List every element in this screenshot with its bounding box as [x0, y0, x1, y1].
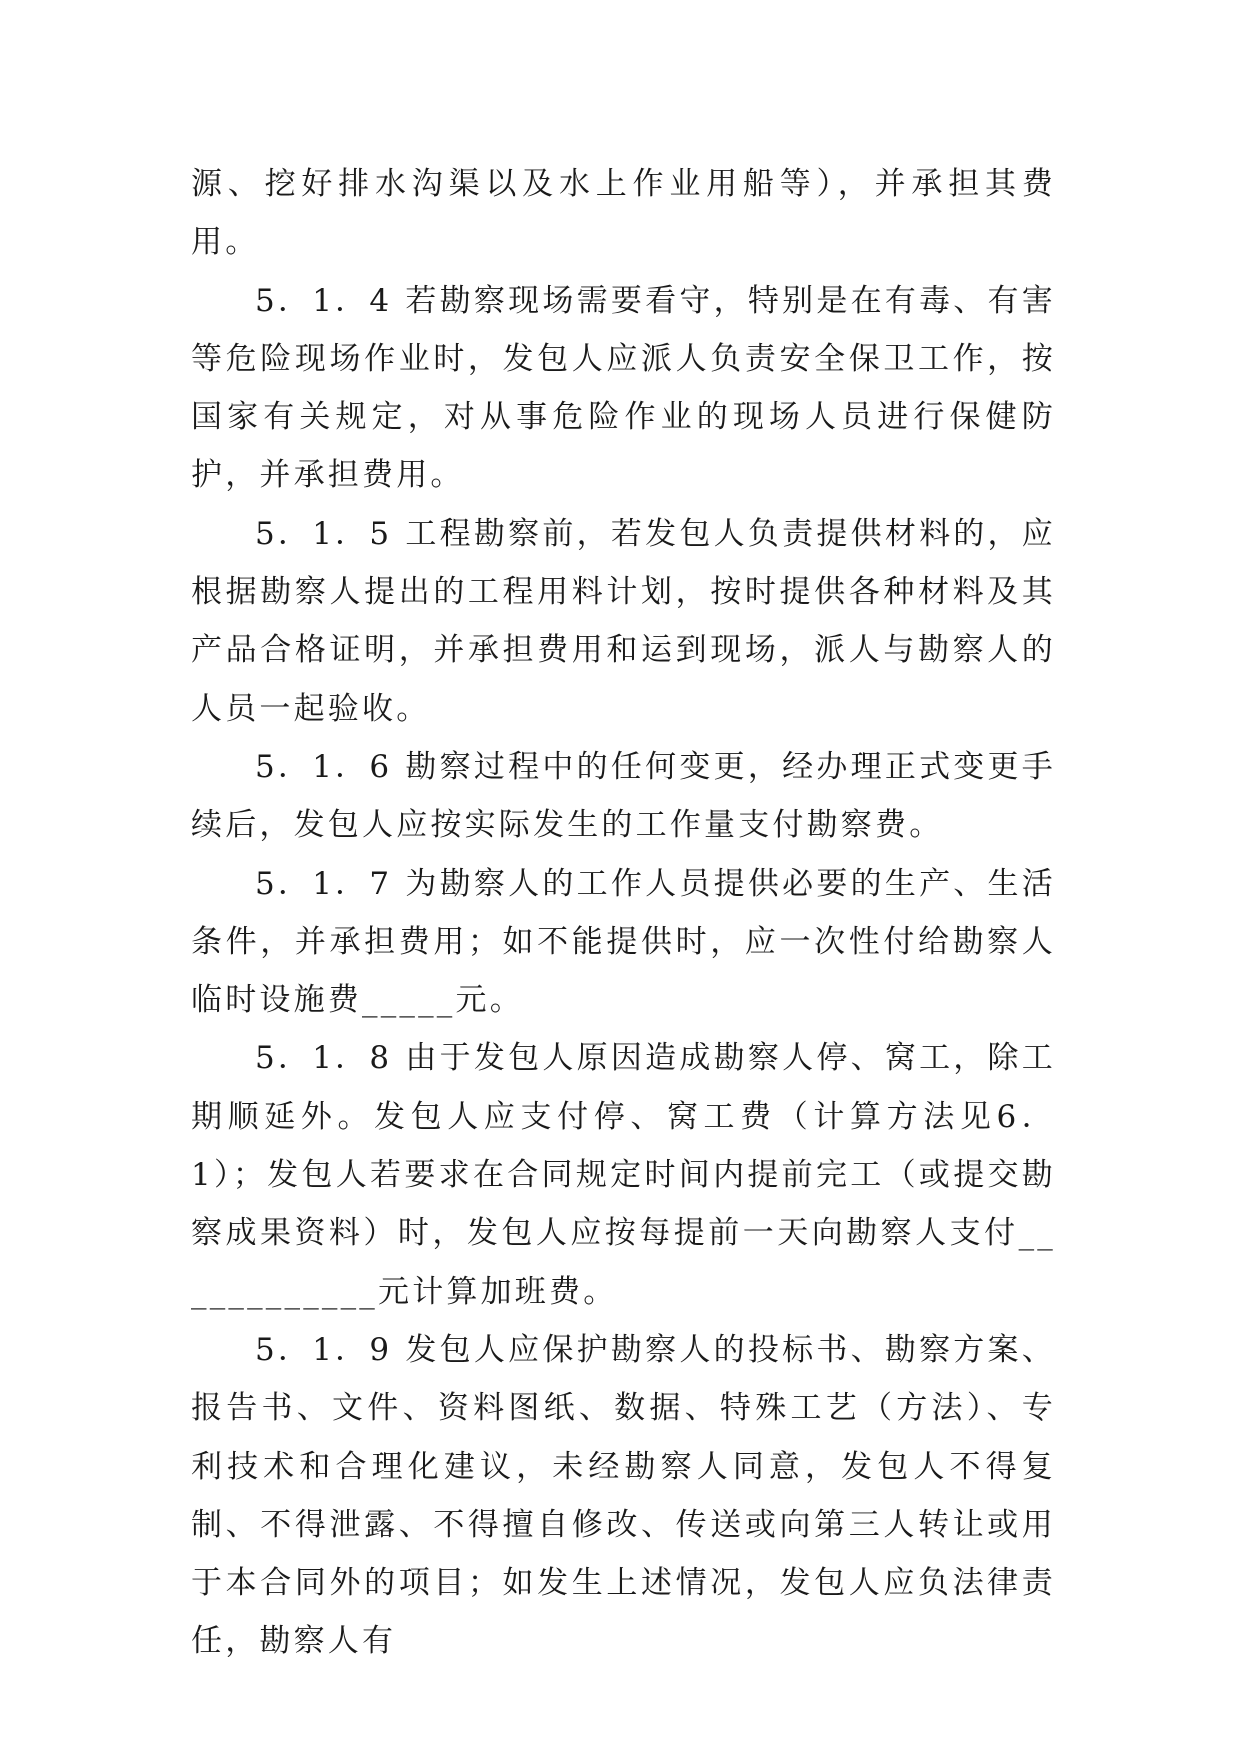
paragraph-clause-5-1-5: 5．1．5 工程勘察前，若发包人负责提供材料的，应根据勘察人提出的工程用料计划，按时提供各种材料及其产品合格证明，并承担费用和运到现场，派人与勘察人的人员一起验收。 — [191, 515, 1056, 727]
paragraph-continuation: 源、挖好排水沟渠以及水上作业用船等），并承担其费用。 — [191, 166, 1056, 261]
paragraph-clause-5-1-9: 5．1．9 发包人应保护勘察人的投标书、勘察方案、报告书、文件、资料图纸、数据、特殊工艺（方法）、专利技术和合理化建议，未经勘察人同意，发包人不得复制、不得泄露、不得擅自修改、传送或向第三人转让或用于本合同外的项目；如发生上述情况，发包人应负法律责任，勘察人有 — [191, 1331, 1056, 1660]
paragraph-clause-5-1-4: 5．1．4 若勘察现场需要看守，特别是在有毒、有害等危险现场作业时，发包人应派人负责安全保卫工作，按国家有关规定，对从事危险作业的现场人员进行保健防护，并承担费用。 — [191, 282, 1056, 494]
paragraph-clause-5-1-8: 5．1．8 由于发包人原因造成勘察人停、窝工，除工期顺延外。发包人应支付停、窝工费（计算方法见6．1）；发包人若要求在合同规定时间内提前完工（或提交勘察成果资料）时，发包人应按每提前一天向勘察人支付____________元计算加班费。 — [191, 1040, 1056, 1310]
paragraph-clause-5-1-7: 5．1．7 为勘察人的工作人员提供必要的生产、生活条件，并承担费用；如不能提供时，应一次性付给勘察人临时设施费_____元。 — [191, 865, 1056, 1019]
paragraph-clause-5-1-6: 5．1．6 勘察过程中的任何变更，经办理正式变更手续后，发包人应按实际发生的工作量支付勘察费。 — [191, 748, 1056, 844]
document-body — [191, 155, 1056, 1671]
